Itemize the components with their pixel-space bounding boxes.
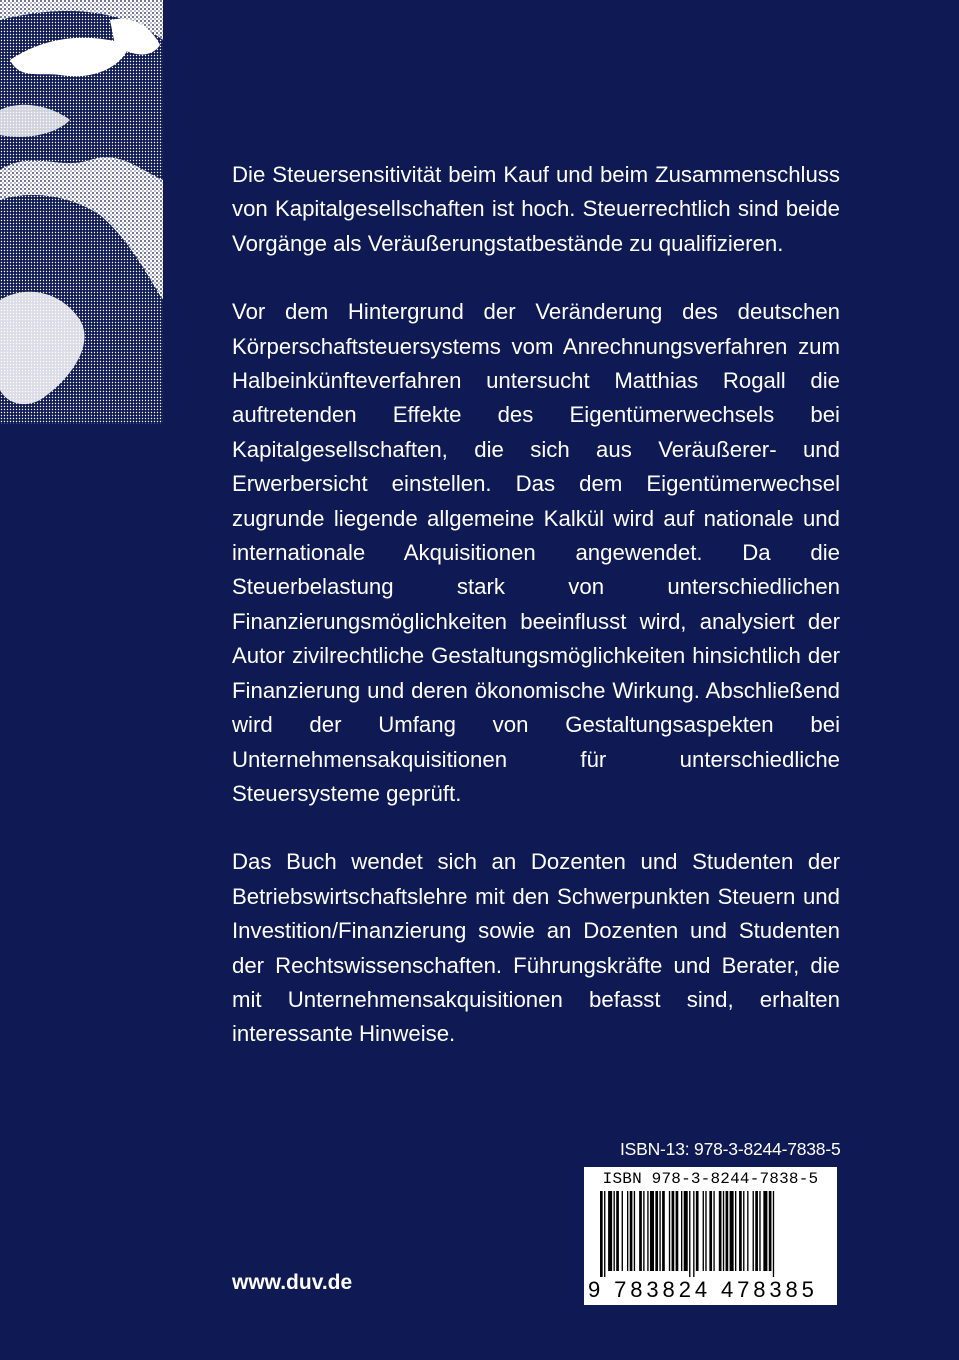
barcode-bar [655,1191,658,1271]
barcode-digits: 9 783824 478385 [588,1277,818,1302]
blurb-paragraph-3: Das Buch wendet sich an Dozenten und Studenten der Betriebswirtschaftslehre mit den Schwerpunkten Steuern und Investition/Finanzierung sowie an Dozenten und Studenten der Rechtswissenschaften. Führungskräfte und Berater, die mit Unternehmensakquisitionen befasst sind, erhalten interessante Hinweise. [232,849,840,1047]
barcode-bar [689,1191,690,1277]
barcode-bar [676,1191,679,1271]
barcode-bar [747,1191,748,1271]
barcode-bar [681,1191,682,1271]
barcode-bar [773,1191,774,1277]
blurb-paragraph-2: Vor dem Hintergrund der Veränderung des deutschen Körperschaftsteuersystems vom Anrechnungsverfahren zum Halbeinkünfteverfahren untersucht Matthias Rogall die auftretenden Effekte des Eigentümerwechsels bei Kapitalgesellschaften, die sich aus Veräußerer- und Erwerbersicht einstellen. Das dem Eigentümerwechsel zugrunde liegende allgemeine Kalkül wird auf nationale und internationale Akquisitionen angewendet. Da die Steuerbelastung stark von unterschiedlichen Finanzierungsmöglichkeiten beeinflusst wird, analysiert der Autor zivilrechtliche Gestaltungsmöglichkeiten hinsichtlich der Finanzierung und deren ökonomische Wirkung. Abschließend wird der Umfang von Gestaltungsaspekten bei Unternehmensakquisitionen für unterschiedliche Steuersysteme geprüft. [232,299,840,806]
barcode-bar [647,1191,648,1271]
barcode-bar [730,1191,734,1271]
isbn-label: ISBN-13: 978-3-8244-7838-5 [620,1139,841,1159]
globe-image [0,0,163,424]
barcode-bar [753,1191,754,1271]
cover-blurb [232,158,840,1086]
barcode-bar [713,1191,714,1271]
barcode-bar [703,1191,704,1271]
barcode-bar [650,1191,654,1271]
barcode-bar [763,1191,767,1271]
barcode-bar [769,1191,772,1271]
publisher-website: www.duv.de [232,1271,353,1294]
barcode-bar [669,1191,670,1271]
barcode-bar [723,1191,724,1271]
barcode-bar [604,1191,605,1277]
barcode-bar [726,1191,729,1271]
barcode-bar [719,1191,722,1271]
barcode-bar [755,1191,758,1271]
barcode-bar [759,1191,760,1271]
barcode-bar [662,1191,665,1271]
barcode-bar [639,1191,642,1271]
barcode-bars [600,1191,821,1277]
barcode-bar [614,1191,615,1271]
barcode-bar [616,1191,619,1271]
barcode-bar [739,1191,742,1271]
barcode-bar [743,1191,744,1271]
barcode-isbn-text: ISBN 978-3-8244-7838-5 [602,1170,819,1188]
barcode-bar [608,1191,612,1271]
barcode-bar [630,1191,633,1271]
barcode-bar [693,1191,694,1277]
barcode-bar [622,1191,623,1271]
barcode-bar [705,1191,706,1271]
barcode-bar [735,1191,736,1271]
barcode-bar [643,1191,644,1271]
barcode-bar [659,1191,660,1271]
barcode-bar [684,1191,688,1271]
barcode-bar [634,1191,635,1271]
barcode-bar [709,1191,712,1271]
barcode [584,1167,837,1305]
blurb-paragraph-1: Die Steuersensitivität beim Kauf und beim Zusammenschluss von Kapitalgesellschaften ist hoch. Steuerrechtlich sind beide Vorgänge als Veräußerungstatbestände zu qualifizieren. [232,162,840,256]
barcode-bar [696,1191,699,1271]
barcode-bar [627,1191,628,1271]
barcode-bar [672,1191,675,1271]
barcode-bar [600,1191,603,1277]
